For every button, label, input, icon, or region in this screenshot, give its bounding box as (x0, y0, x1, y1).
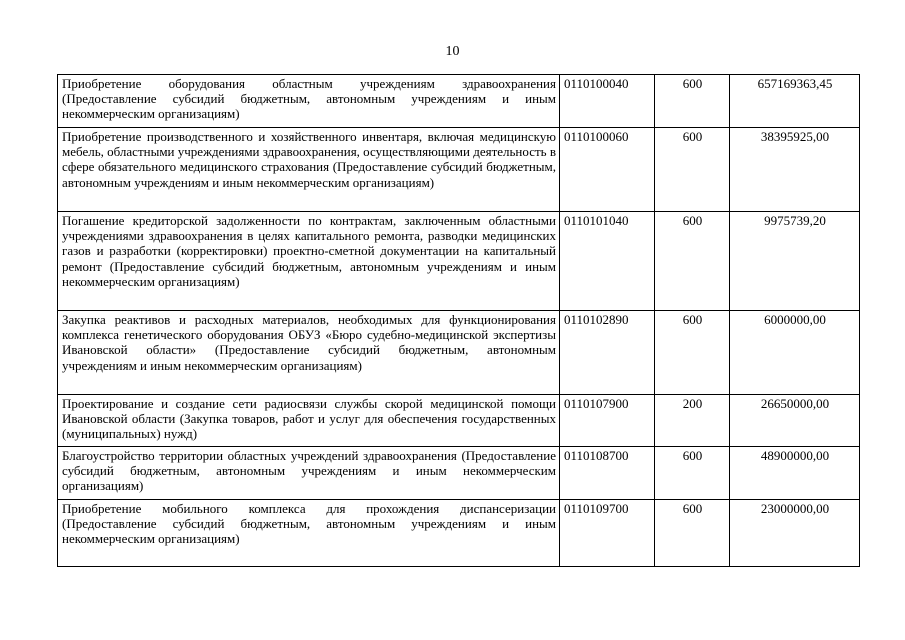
row-target-code: 0110107900 (560, 395, 655, 447)
row-amount: 48900000,00 (730, 447, 860, 500)
table-row (58, 75, 860, 128)
table-row (58, 395, 860, 447)
table-row (58, 311, 860, 395)
table-row (58, 128, 860, 212)
row-expense-type: 200 (655, 395, 730, 447)
row-amount: 26650000,00 (730, 395, 860, 447)
table-row (58, 212, 860, 311)
row-target-code: 0110100060 (560, 128, 655, 212)
page-number: 10 (445, 44, 460, 59)
row-amount: 657169363,45 (730, 75, 860, 128)
row-description: Приобретение оборудования областным учреждениям здравоохранения (Предоставление субсидий бюджетным, автономным учреждениям и иным некоммерческим организациям) (58, 75, 560, 128)
table-row (58, 500, 860, 567)
row-amount: 23000000,00 (730, 500, 860, 567)
row-amount: 9975739,20 (730, 212, 860, 311)
row-target-code: 0110109700 (560, 500, 655, 567)
row-description: Закупка реактивов и расходных материалов, необходимых для функционирования комплекса генетического оборудования ОБУЗ «Бюро судебно-медицинской экспертизы Ивановской области» (Предоставление субсидий бюджетным, автономным учреждениям и иным некоммерческим организациям) (58, 311, 560, 395)
row-target-code: 0110101040 (560, 212, 655, 311)
row-description: Благоустройство территории областных учреждений здравоохранения (Предоставление субсидий бюджетным, автономным учреждениям и иным некоммерческим организациям) (58, 447, 560, 500)
row-target-code: 0110100040 (560, 75, 655, 128)
row-expense-type: 600 (655, 500, 730, 567)
row-amount: 38395925,00 (730, 128, 860, 212)
row-description: Приобретение производственного и хозяйственного инвентаря, включая медицинскую мебель, областными учреждениями здравоохранения, осуществляющими деятельность в сфере обязательного медицинского страхования (Предоставление субсидий бюджетным, автономным учреждениям и иным некоммерческим организациям) (58, 128, 560, 212)
row-amount: 6000000,00 (730, 311, 860, 395)
row-expense-type: 600 (655, 311, 730, 395)
row-description: Проектирование и создание сети радиосвязи службы скорой медицинской помощи Ивановской области (Закупка товаров, работ и услуг для обеспечения государственных (муниципальных) нужд) (58, 395, 560, 447)
row-expense-type: 600 (655, 212, 730, 311)
budget-table (57, 74, 860, 567)
row-expense-type: 600 (655, 447, 730, 500)
table-row (58, 447, 860, 500)
row-description: Приобретение мобильного комплекса для прохождения диспансеризации (Предоставление субсидий бюджетным, автономным учреждениям и иным некоммерческим организациям) (58, 500, 560, 567)
row-target-code: 0110102890 (560, 311, 655, 395)
row-expense-type: 600 (655, 75, 730, 128)
row-description: Погашение кредиторской задолженности по контрактам, заключенным областными учреждениями здравоохранения в целях капитального ремонта, разводки медицинских газов и разработки (корректировки) проектно-сметной документации на капитальный ремонт (Предоставление субсидий бюджетным, автономным учреждениям и иным некоммерческим организациям) (58, 212, 560, 311)
row-expense-type: 600 (655, 128, 730, 212)
row-target-code: 0110108700 (560, 447, 655, 500)
